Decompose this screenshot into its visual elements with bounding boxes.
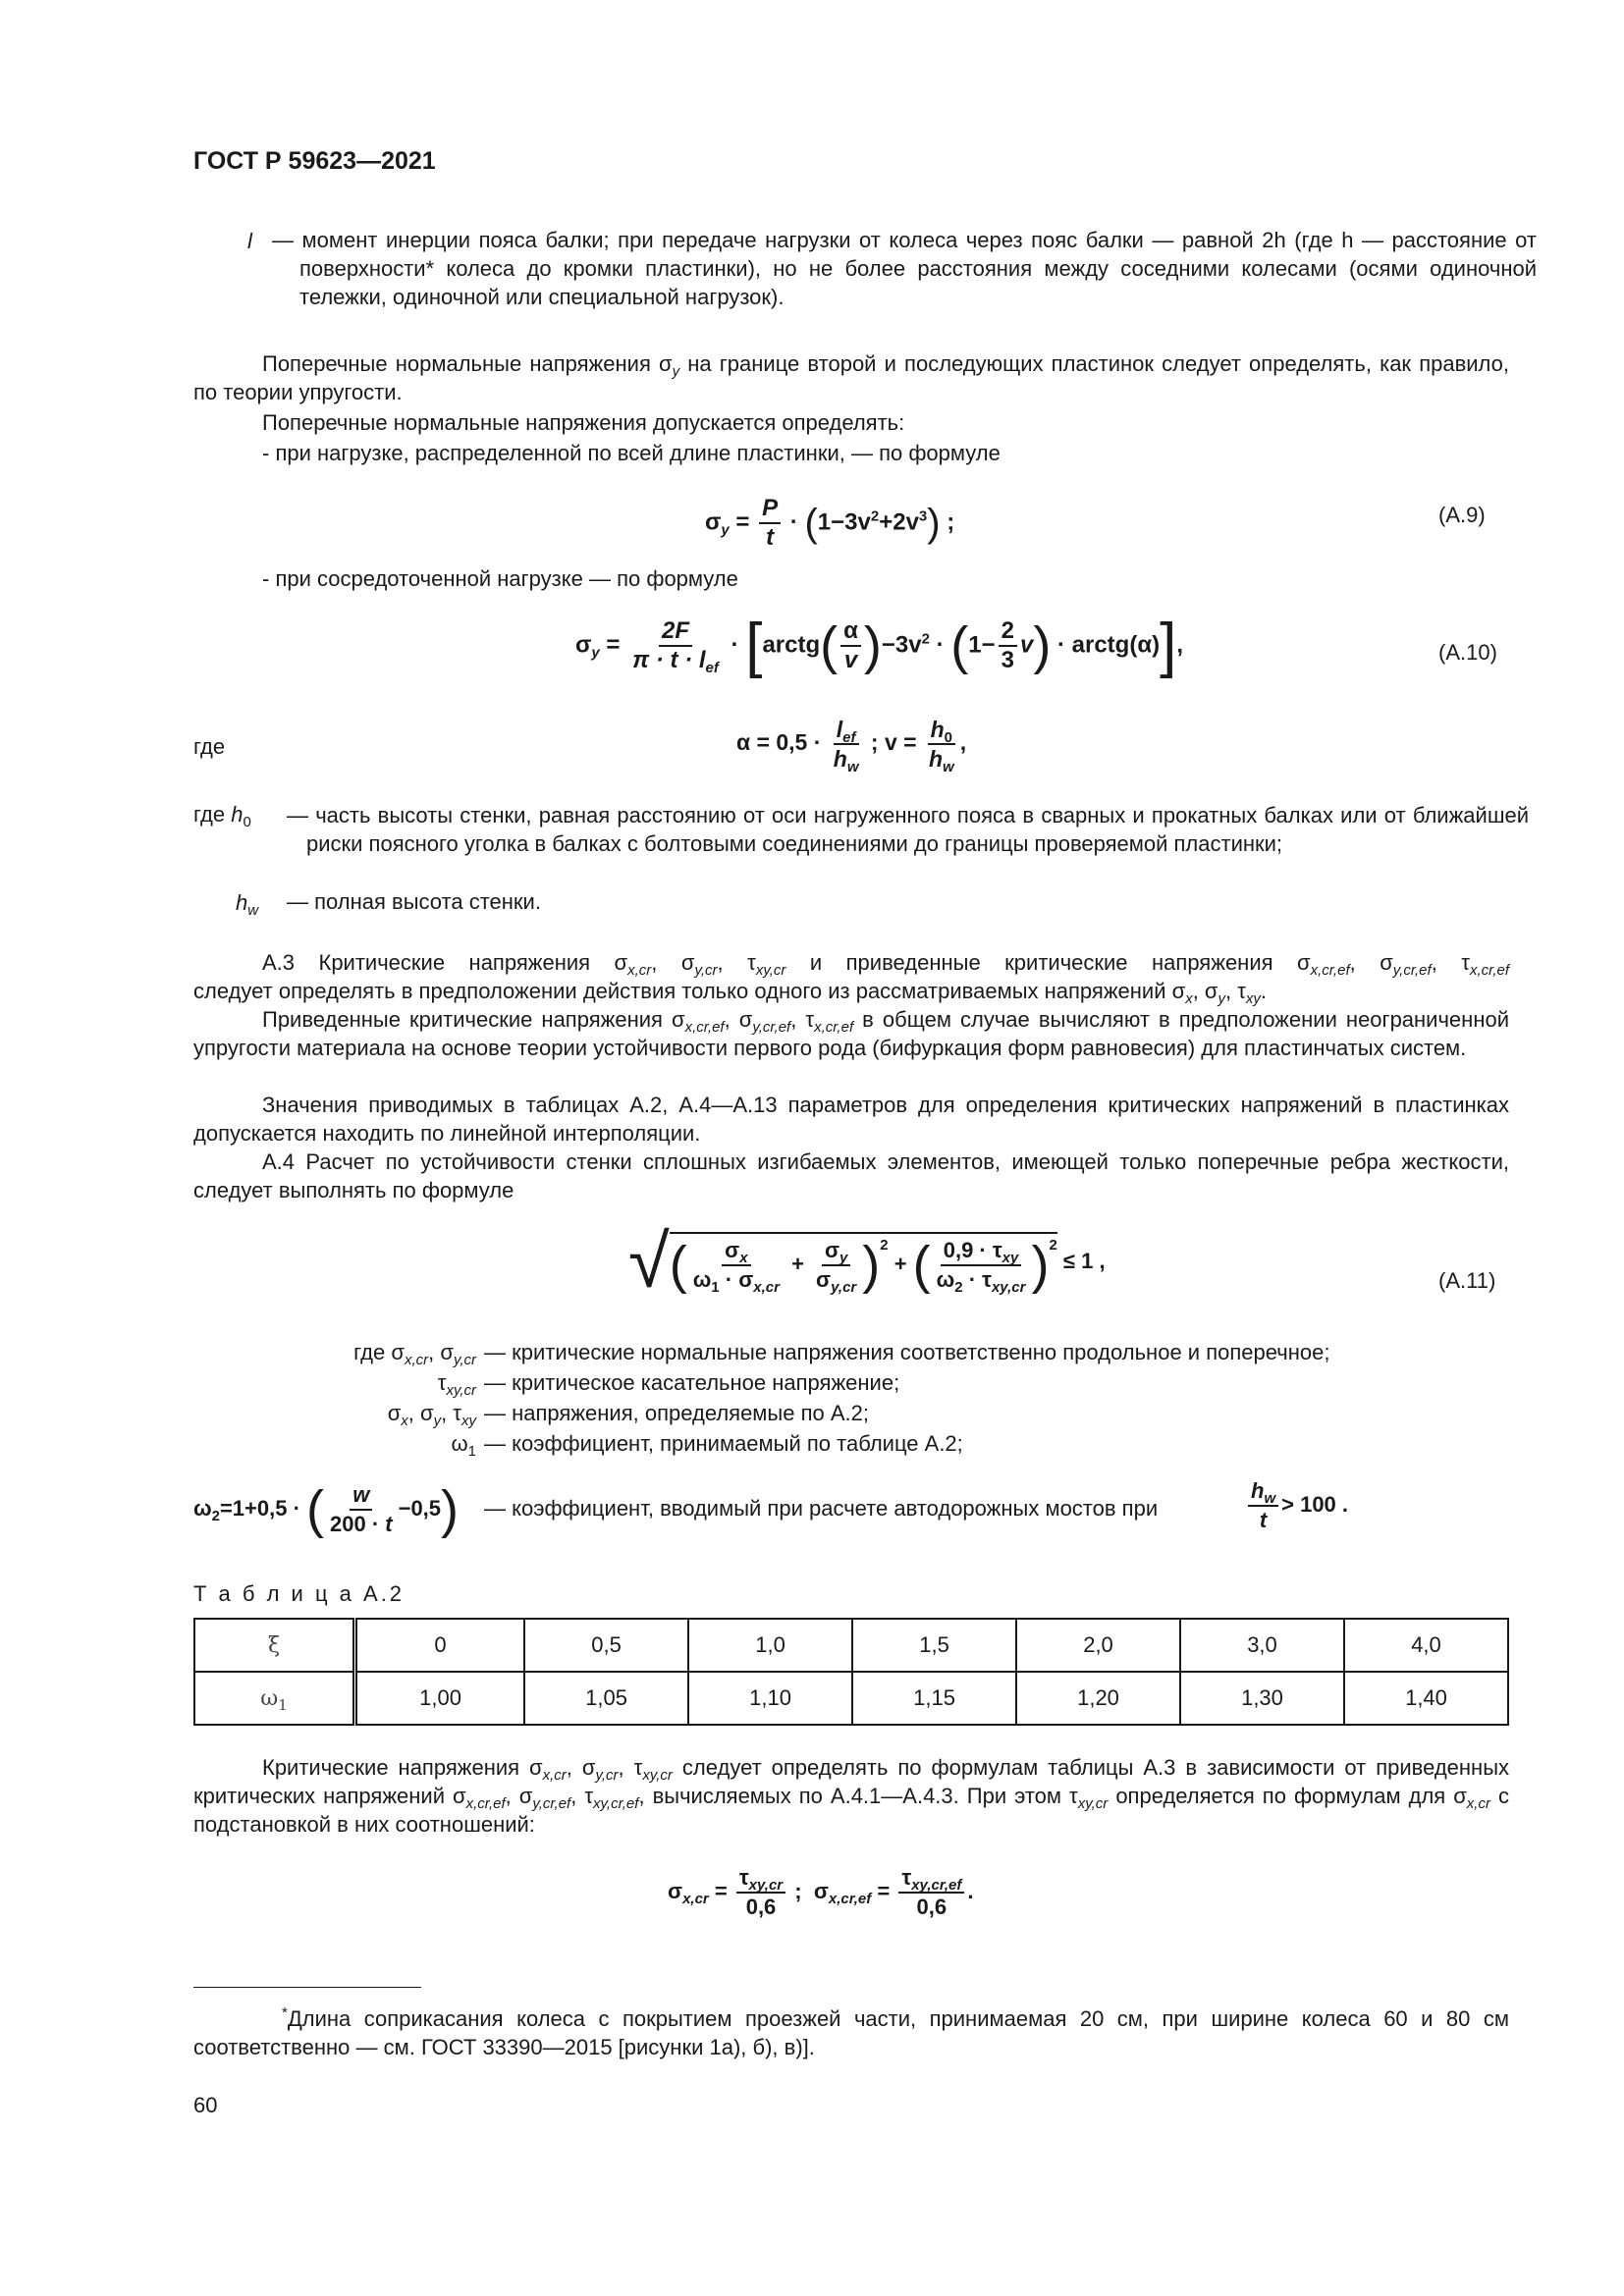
table-cell: 1,0 [688,1619,852,1672]
table-header-xi: ξ [194,1619,355,1672]
formula-a10: $\sigma_y$ = $\frac{2F}{\pi \cdot t \cdot l_{ef}}$ · [arctg( $\frac{\alpha}{v}$ )$-3v^2 \cdot (1-$ $\frac{2}{3}$ v) · arctg(α)], [575,612,1183,679]
table-cell: 1,15 [852,1672,1016,1725]
paragraph-critical-stresses: Критические напряжения $\sigma_{x,cr}$, $\sigma_{y,cr}$, $\tau_{xy,cr}$ следует определять по формулам таблицы А.3 в зависимости от приведенных критических напряжений $\sigma_{x,cr,ef}$, $\sigma_{y,cr,ef}$, $\tau_{xy,cr,ef}$, вычисляемых по А.4.1—А.4.3. При этом $\tau_{xy,cr}$ определяется по формулам для $\sigma_{x,cr}$ с подстановкой в них соотношений: [193,1755,1510,1837]
formula-a11: √( $\frac{\sigma_x}{\omega_1 \cdot \sigma_{x,cr}}$ + $\frac{\sigma_y}{\sigma_{y,cr}}$ )$^2$ + ( $\frac{0,9 \cdot \tau_{xy}}{\omega_2 \cdot \tau_{xy,cr}}$ )$^2$ ≤ 1 , [628,1220,1106,1304]
defs2-texts [484,1337,1329,1459]
formula-a11-number: (А.11) [1438,1268,1496,1293]
paragraph-a3: А.3 Критические напряжения $\sigma_{x,cr}$, $\sigma_{y,cr}$, $\tau_{xy,cr}$ и приведенные критические напряжения $\sigma_{x,cr,ef}$, $\sigma_{y,cr,ef}$, $\tau_{x,cr,ef}$ [262,950,1510,979]
paragraph-a3-reduced: Приведенные критические напряжения $\sigma_{x,cr,ef}$, $\sigma_{y,cr,ef}$, $\tau_{x,cr,ef}$ в общем случае вычисляют в предположении неограниченной упругости материала на основе теории устойчивости первого рода (бифуркация форм равновесия) для пластинчатых систем. [193,1007,1509,1060]
definition-l-text: — момент инерции пояса балки; при передаче нагрузки от колеса через пояс балки — равной 2h (где h — расстояние от поверхности* колеса до кромки пластинки), но не более расстояния между соседними колесами (осями одиночной тележки, одиночной или специальной нагрузок). [272,228,1537,309]
table-row [194,1619,1508,1672]
formula-a10-number: (А.10) [1438,640,1497,665]
def-label-tau-cr: $\tau_{xy,cr}$ [437,1370,476,1399]
def-text-tau-cr: — критическое касательное напряжение; [484,1370,900,1395]
table-cell: 1,10 [688,1672,852,1725]
definition-h0-label: где $h_0$ [193,802,251,830]
table-cell: 1,00 [355,1672,525,1725]
paragraph-distributed-load: - при нагрузке, распределенной по всей длине пластинки, — по формуле [262,441,1001,465]
table-cell: 2,0 [1016,1619,1180,1672]
table-a2 [193,1618,1509,1726]
where-label: где [193,734,226,759]
paragraph-a4: А.4 Расчет по устойчивости стенки сплошных изгибаемых элементов, имеющей только поперечные ребра жесткости, следует выполнять по формуле [193,1149,1509,1202]
table-cell: 0,5 [524,1619,688,1672]
page-number: 60 [193,2093,218,2117]
table-row [194,1672,1508,1725]
table-cell: 4,0 [1344,1619,1508,1672]
table-cell: 3,0 [1180,1619,1344,1672]
paragraph-concentrated-load: - при сосредоточенной нагрузке — по формуле [262,566,738,591]
formula-sigma-x-cr: $\sigma_{x,cr}$ = $\frac{\tau_{xy,cr}}{0,6}$ ; $\sigma_{x,cr,ef}$ = $\frac{\tau_{xy,cr,ef}}{0,6}$ . [668,1865,974,1919]
def-text-sigma-cr: — критические нормальные напряжения соответственно продольное и поперечное; [484,1340,1330,1364]
table-header-omega1: $\omega_1$ [194,1672,355,1725]
defs2-labels [193,1337,476,1459]
def-label-omega1: $\omega_1$ [451,1431,476,1460]
formula-a9-number: (А.9) [1438,503,1486,527]
table-caption: Т а б л и ц а А.2 [193,1581,406,1606]
table-cell: 1,20 [1016,1672,1180,1725]
formula-a9: $\sigma_y$ = $\frac{P}{t}$ · $(1-3v^2+2v^3)$ ; [705,495,955,551]
definition-h0-text: — часть высоты стенки, равная расстоянию от оси нагруженного пояса в сварных и прокатных балках или от ближайшей риски поясного уголка в балках с болтовыми соединениями до границы проверяемой пластинки; [287,803,1529,856]
formula-omega2: $\omega_2=1+0,5$ · ( $\frac{w}{200 \cdot t}$ −0,5) [193,1480,460,1539]
paragraph-transverse-stress: Поперечные нормальные напряжения $\sigma_y$ на границе второй и последующих пластинок следует определять, как правило, по теории упругости. [193,351,1509,404]
footnote-separator [193,1987,421,1988]
table-cell: 1,05 [524,1672,688,1725]
document-header: ГОСТ Р 59623—2021 [193,147,436,175]
table-cell: 1,30 [1180,1672,1344,1725]
paragraph-a3-interpolation: Значения приводимых в таблицах А.2, А.4—А.13 параметров для определения критических напряжений в пластинках допускается находить по линейной интерполяции. [193,1093,1509,1146]
def-text-stresses: — напряжения, определяемые по А.2; [484,1401,869,1425]
definition-hw-text: — полная высота стенки. [287,889,541,914]
def-label-sigma-cr: где $\sigma_{x,cr}$, $\sigma_{y,cr}$ [353,1340,476,1368]
formula-hw-t-condition: $\frac{h_w}{t}$ > 100 . [1245,1478,1348,1533]
definition-hw-label: $h_w$ [236,890,259,919]
paragraph-may-determine: Поперечные нормальные напряжения допускается определять: [262,410,905,435]
table-cell: 1,40 [1344,1672,1508,1725]
footnote: *Длина соприкасания колеса с покрытием проезжей части, принимаемая 20 см, при ширине колеса 60 и 80 см соответственно — см. ГОСТ 33390—2015 [рисунки 1а), б), в)]. [193,2004,1509,2059]
def-label-stresses: $\sigma_x$, $\sigma_y$, $\tau_{xy}$ [387,1401,476,1429]
table-cell: 0 [355,1619,525,1672]
omega2-description: — коэффициент, вводимый при расчете автодорожных мостов при [484,1496,1159,1521]
formula-alpha-v: α = 0,5 · $\frac{l_{ef}}{h_w}$ ; v = $\frac{h_0}{h_w}$ , [736,717,967,775]
definition-l-symbol: l [247,229,252,253]
paragraph-a3-line2: следует определять в предположении действия только одного из рассматриваемых напряжений $\sigma_x$, $\sigma_y$, $\tau_{xy}$. [193,979,1268,1007]
table-cell: 1,5 [852,1619,1016,1672]
def-text-omega1: — коэффициент, принимаемый по таблице А.2; [484,1431,963,1456]
